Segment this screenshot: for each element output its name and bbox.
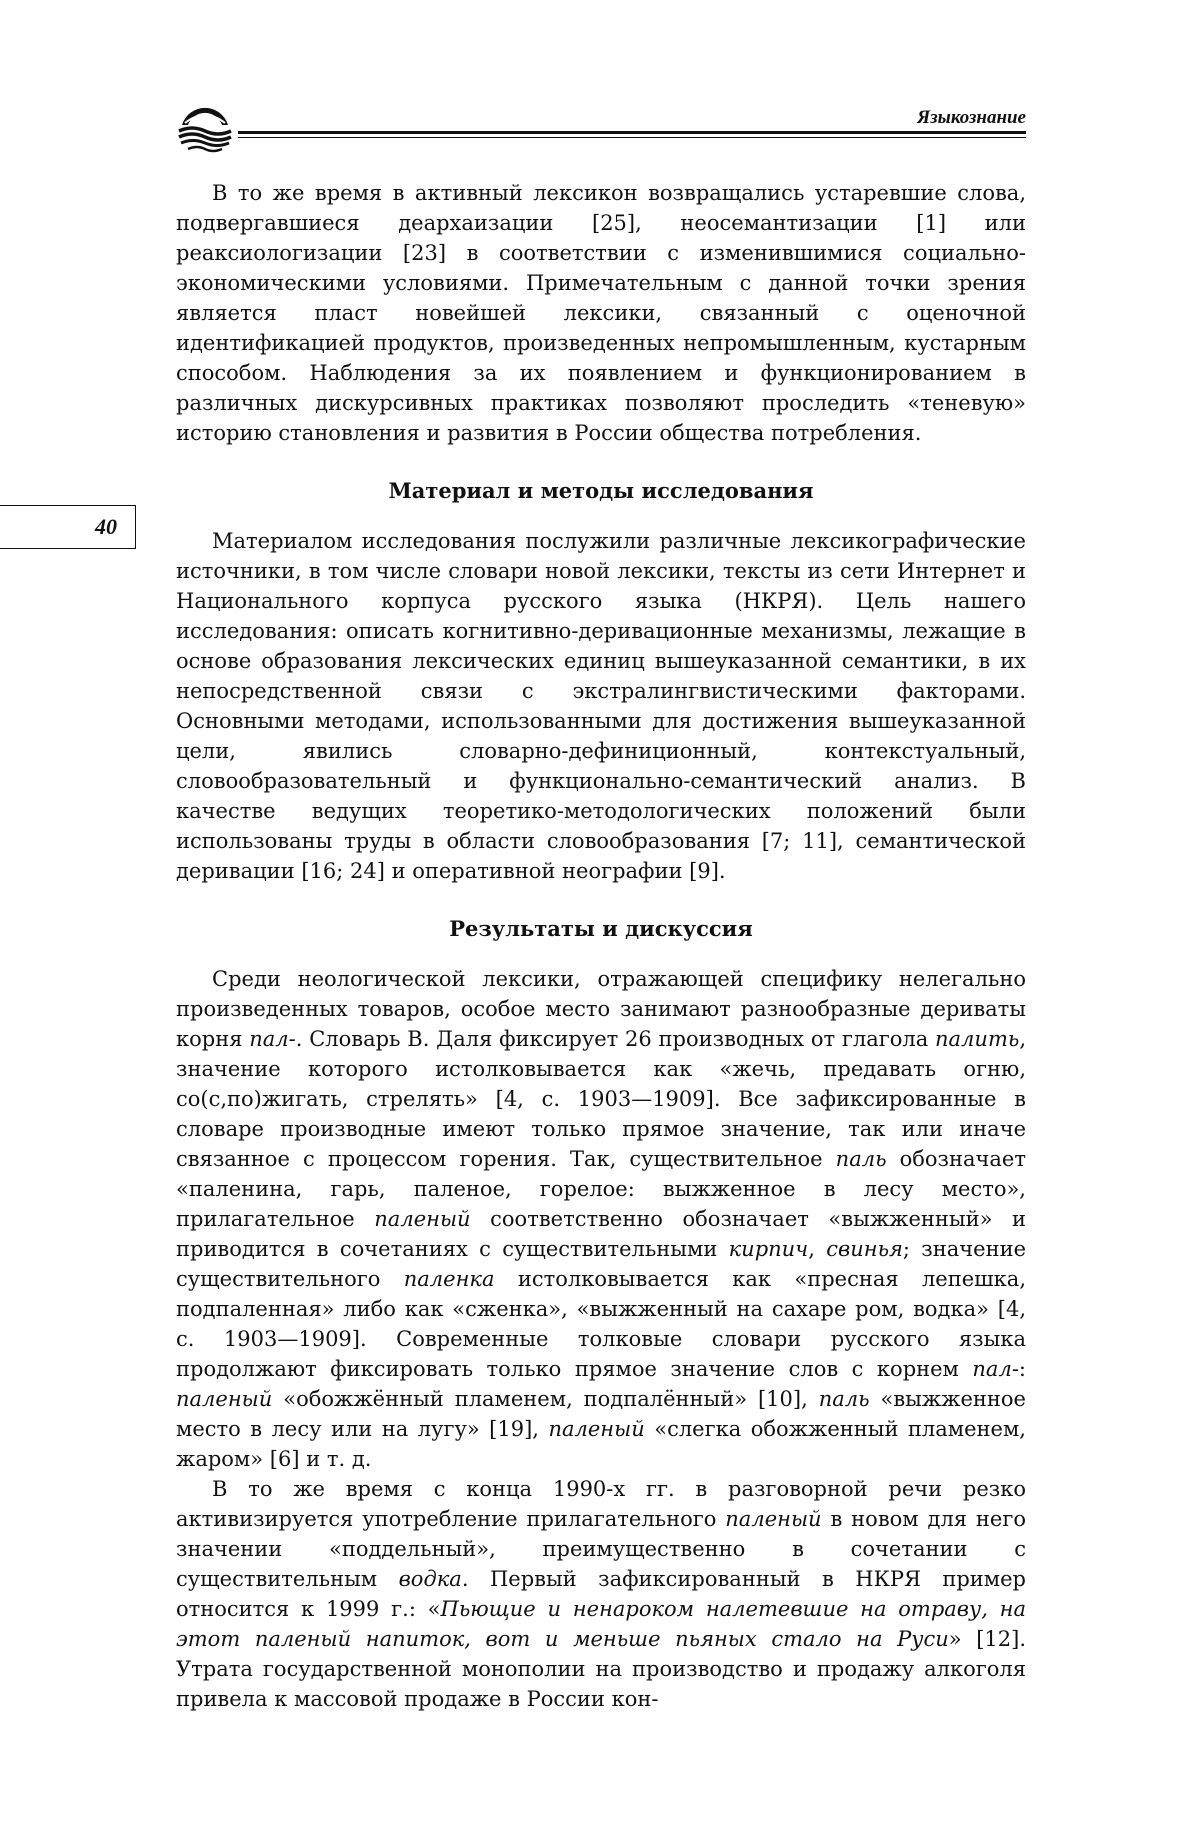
page-number: 40 bbox=[95, 514, 117, 539]
running-header bbox=[176, 103, 1026, 153]
heading-methods: Материал и методы исследования bbox=[388, 478, 814, 503]
section-title: Языкознание bbox=[917, 107, 1026, 128]
journal-logo-icon bbox=[176, 103, 234, 155]
methods-paragraph: Материалом исследования послужили различные лексикографические источники, в том числе словари новой лексики, тексты из сети Интернет и Национального корпуса русского языка (НКРЯ). Цель нашего исследования: описать когнитивно-деривационные механизмы, лежащие в основе образования лексических единиц вышеуказанной семантики, в их непосредственной связи с экстралингвистическими факторами. Основными методами, использованными для достижения вышеуказанной цели, явились словарно-дефиниционный, контекстуальный, словообразовательный и функционально-семантический анализ. В качестве ведущих теоретико-методологических положений были использованы труды в области словообразования [7; 11], семантической деривации [16; 24] и оперативной неографии [9]. bbox=[176, 529, 1026, 883]
header-rule-thin bbox=[238, 137, 1026, 138]
results-paragraph-1: Среди неологической лексики, отражающей специфику нелегально произведенных товаров, особое место занимают разнообразные дериваты корня пал-. Словарь В. Даля фиксирует 26 производных от глагола палить, значение которого истолковывается как «жечь, предавать огню, со(с,по)жигать, стрелять» [4, с. 1903—1909]. Все зафиксированные в словаре производные имеют только прямое значение, так или иначе связанное с процессом горения. Так, существительное паль обозначает «паленина, гарь, паленое, горелое: выжженное в лесу место», прилагательное паленый соответственно обозначает «выжженный» и приводится в сочетаниях с существительными кирпич, свинья; значение существительного паленка истолковывается как «пресная лепешка, подпаленная» либо как «сженка», «выжженный на сахаре ром, водка» [4, с. 1903—1909]. Современные толковые словари русского языка продолжают фиксировать только прямое значение слов с корнем пал-: паленый «обожжённый пламенем, подпалённый» [10], паль «выжженное место в лесу или на лугу» [19], паленый «слегка обожженный пламенем, жаром» [6] и т. д. bbox=[176, 967, 1027, 1471]
article-body bbox=[176, 178, 1026, 1714]
heading-results: Результаты и дискуссия bbox=[449, 916, 753, 941]
results-paragraph-2: В то же время с конца 1990-х гг. в разговорной речи резко активизируется употребление прилагательного паленый в новом для него значении «поддельный», преимущественно в сочетании с существительным водка. Первый зафиксированный в НКРЯ пример относится к 1999 г.: «Пьющие и ненароком налетевшие на отраву, на этот паленый напиток, вот и меньше пьяных стало на Руси» [12]. Утрата государственной монополии на производство и продажу алкоголя привела к массовой продаже в России кон- bbox=[176, 1477, 1026, 1711]
intro-paragraph: В то же время в активный лексикон возвращались устаревшие слова, подвергавшиеся деархаизации [25], неосемантизации [1] или реаксиологизации [23] в соответствии с изменившимися социально-экономическими условиями. Примечательным с данной точки зрения является пласт новейшей лексики, связанный с оценочной идентификацией продуктов, произведенных непромышленным, кустарным способом. Наблюдения за их появлением и функционированием в различных дискурсивных практиках позволяют проследить «теневую» историю становления и развития в России общества потребления. bbox=[176, 181, 1026, 445]
header-rule-thick bbox=[238, 131, 1026, 134]
page-number-box bbox=[0, 505, 136, 549]
